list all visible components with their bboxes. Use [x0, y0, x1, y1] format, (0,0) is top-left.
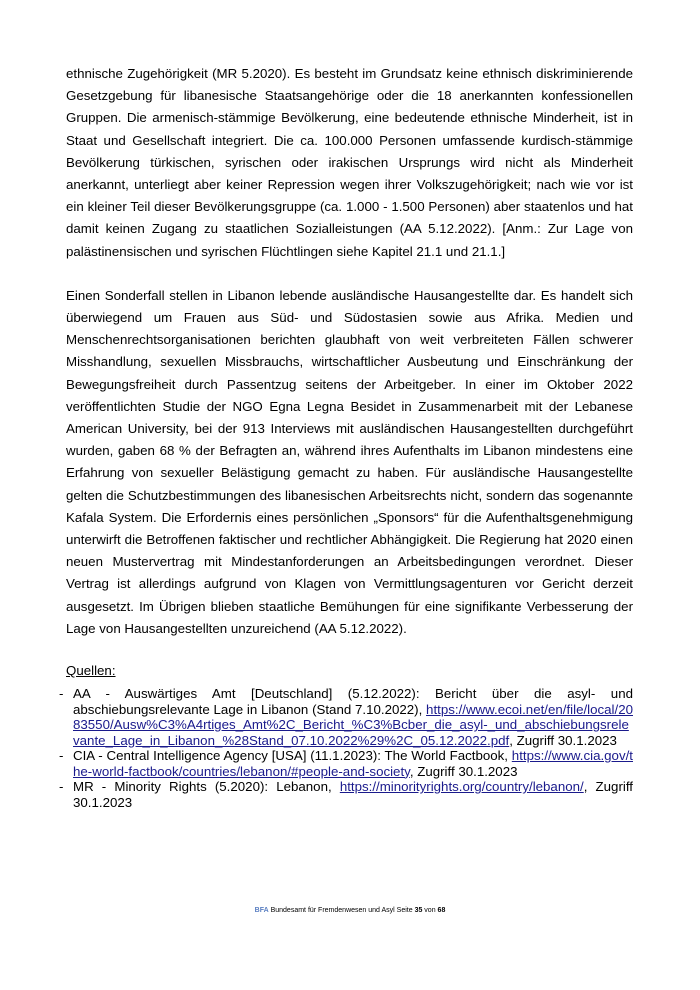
body-paragraph: Einen Sonderfall stellen in Libanon lebende ausländische Hausangestellte dar. Es handelt sich überwiegend um Frauen aus Süd- und Südostasien sowie aus Afrika. Medien und Menschenrechtsorganisationen berichten glaubhaft von weit verbreiteten Fällen schwerer Misshandlung, sexuellen Missbrauchs, wirtschaftlicher Ausbeutung und Einschränkung der Bewegungsfreiheit durch Passentzug seitens der Arbeitgeber. In einer im Oktober 2022 veröffentlichten Studie der NGO Egna Legna Besidet in Zusammenarbeit mit der Lebanese American University, bei der 913 Interviews mit ausländischen Hausangestellten durchgeführt wurden, gaben 68 % der Befragten an, während ihres Aufenthalts im Libanon mindestens eine Erfahrung von sexueller Belästigung gemacht zu haben. Für ausländische Hausangestellte gelten die Schutzbestimmungen des libanesischen Arbeitsrechts nicht, sondern das sogenannte Kafala System. Die Erfordernis eines persönlichen „Sponsors“ für die Aufenthaltsgenehmigung unterwirft die Betroffenen faktischer und rechtlicher Abhängigkeit. Die Regierung hat 2020 einen neuen Mustervertrag mit Mindestanforderungen an Arbeitsbedingungen verordnet. Dieser Vertrag ist allerdings aufgrund von Klagen von Vermittlungsagenturen vor Gericht derzeit ausgesetzt. Im Übrigen blieben staatliche Bemühungen für eine signifikante Verbesserung der Lage von Hausangestellten unzureichend (AA 5.12.2022).: [66, 287, 633, 636]
source-item-aa: [59, 686, 633, 748]
list-dash: -: [59, 686, 64, 702]
bfa-logo-text: BFA: [254, 907, 269, 914]
document-page: [59, 63, 633, 810]
source-link[interactable]: https://minorityrights.org/country/lebanon/: [339, 779, 584, 795]
list-dash: -: [59, 748, 64, 764]
source-item-mr: [59, 779, 633, 810]
footer-agency: Bundesamt für Fremdenwesen und Asyl Seite: [268, 907, 415, 914]
source-citation: MR - Minority Rights (5.2020): Lebanon,: [73, 779, 340, 795]
source-citation: AA - Auswärtiges Amt [Deutschland] (5.12.2022): Bericht über die asyl- und abschiebungsrelevante Lage in Libanon (Stand 7.10.2022),: [73, 686, 633, 717]
source-link[interactable]: https://www.ecoi.net/en/file/local/2083550/Ausw%C3%A4rtiges_Amt%2C_Bericht_%C3%Bcber_die_asyl-_und_abschiebungsrelevante_Lage_in_Libanon_%28Stand_07.10.2022%29%2C_05.12.2022.pdf: [73, 701, 633, 748]
page-number: 35: [414, 907, 423, 914]
source-citation: CIA - Central Intelligence Agency [USA] (11.1.2023): The World Factbook,: [73, 748, 512, 764]
sources-list: [59, 686, 633, 810]
source-access-date: , Zugriff 30.1.2023: [509, 732, 617, 748]
source-item-cia: [59, 748, 633, 779]
list-dash: -: [59, 779, 64, 795]
source-access-date: , Zugriff 30.1.2023: [73, 779, 633, 810]
page-total: 68: [437, 907, 446, 914]
sources-heading: Quellen:: [66, 663, 116, 679]
footer-of: von: [422, 907, 438, 914]
source-access-date: , Zugriff 30.1.2023: [409, 763, 518, 779]
body-paragraph: ethnische Zugehörigkeit (MR 5.2020). Es besteht im Grundsatz keine ethnisch diskriminierende Gesetzgebung für libanesische Staatsangehörige oder die 18 anerkannten konfessionellen Gruppen. Die armenisch-stämmige Bevölkerung, eine bedeutende ethnische Minderheit, ist in Staat und Gesellschaft integriert. Die ca. 100.000 Personen umfassende kurdisch-stämmige Bevölkerung türkischen, syrischen oder irakischen Ursprungs wird nicht als Minderheit anerkannt, unterliegt aber keiner Repression wegen ihrer Volkszugehörigkeit; nach wie vor ist ein kleiner Teil dieser Bevölkerungsgruppe (ca. 1.000 - 1.500 Personen) aber staatenlos und hat damit keinen Zugang zu staatlichen Sozialleistungen (AA 5.12.2022). [Anm.: Zur Lage von palästinensischen und syrischen Flüchtlingen siehe Kapitel 21.1 und 21.1.]: [66, 66, 633, 259]
source-link[interactable]: https://www.cia.gov/the-world-factbook/countries/lebanon/#people-and-society: [73, 748, 633, 779]
page-footer: [0, 906, 700, 916]
